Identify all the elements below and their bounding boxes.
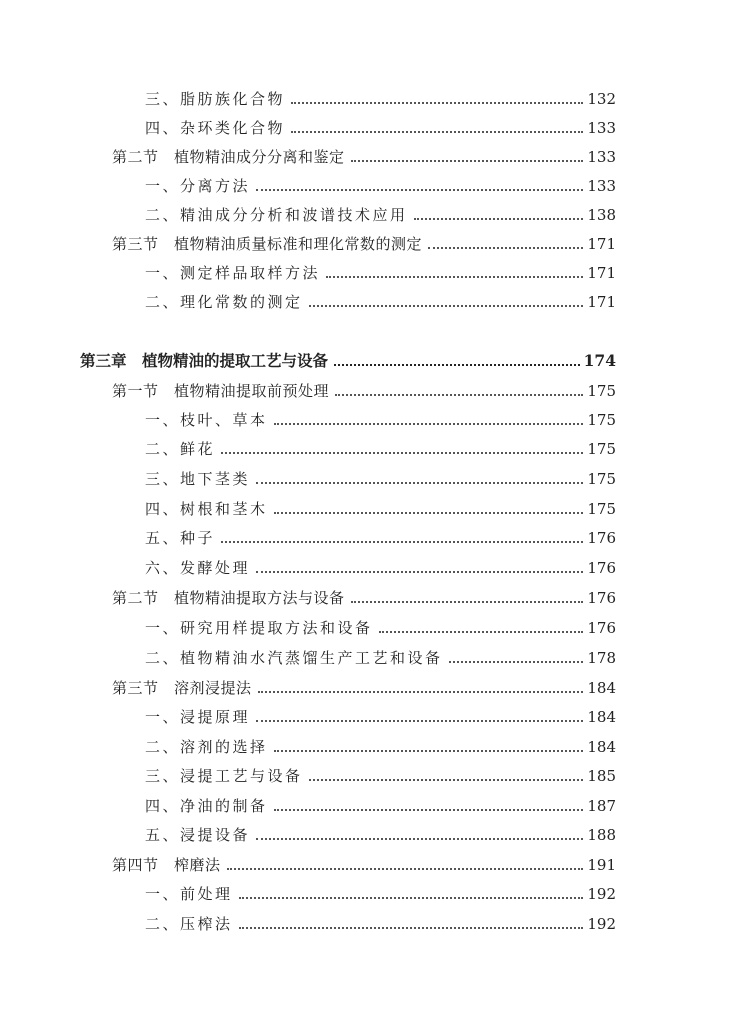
toc-subsection-entry — [0, 261, 616, 283]
dot-leader — [326, 276, 583, 278]
dot-leader — [351, 601, 584, 603]
dot-leader — [274, 809, 584, 811]
toc-entry-title: 第二节 植物精油提取方法与设备 — [112, 589, 345, 607]
toc-entry-title: 六、发酵处理 — [145, 559, 251, 577]
toc-section-entry — [0, 232, 616, 254]
dot-leader — [239, 897, 584, 899]
toc-section-entry — [0, 676, 616, 698]
toc-subsection-entry — [0, 174, 616, 196]
toc-subsection-entry — [0, 616, 616, 638]
toc-entry-title: 三、浸提工艺与设备 — [145, 767, 303, 785]
toc-page-number: 184 — [587, 738, 616, 756]
toc-page-number: 188 — [587, 826, 616, 844]
toc-subsection-entry — [0, 882, 616, 904]
dot-leader — [335, 394, 583, 396]
toc-page-number: 133 — [587, 177, 616, 195]
toc-entry-title: 二、理化常数的测定 — [145, 293, 303, 311]
dot-leader — [256, 571, 583, 573]
dot-leader — [428, 247, 583, 249]
toc-entry-title: 第三节 溶剂浸提法 — [112, 679, 252, 697]
toc-subsection-entry — [0, 497, 616, 519]
dot-leader — [227, 868, 584, 870]
toc-section-entry — [0, 586, 616, 608]
toc-subsection-entry — [0, 526, 616, 548]
toc-subsection-entry — [0, 764, 616, 786]
toc-entry-title: 二、植物精油水汽蒸馏生产工艺和设备 — [145, 649, 443, 667]
toc-subsection-entry — [0, 408, 616, 430]
dot-leader — [221, 452, 583, 454]
toc-entry-title: 四、净油的制备 — [145, 797, 268, 815]
dot-leader — [309, 305, 584, 307]
toc-page-number: 185 — [587, 767, 616, 785]
toc-page-number: 175 — [587, 440, 616, 458]
toc-page-number: 175 — [587, 382, 616, 400]
toc-entry-title: 一、研究用样提取方法和设备 — [145, 619, 373, 637]
toc-page-number: 171 — [587, 293, 616, 311]
toc-page-number: 175 — [587, 500, 616, 518]
toc-subsection-entry — [0, 290, 616, 312]
toc-page-number: 184 — [587, 679, 616, 697]
toc-entry-title: 四、杂环类化合物 — [145, 119, 286, 137]
dot-leader — [351, 160, 584, 162]
toc-section-entry — [0, 145, 616, 167]
toc-subsection-entry — [0, 794, 616, 816]
toc-entry-title: 二、精油成分分析和波谱技术应用 — [145, 206, 408, 224]
toc-page-number: 176 — [587, 619, 616, 637]
dot-leader — [256, 189, 583, 191]
toc-entry-title: 第四节 榨磨法 — [112, 856, 221, 874]
toc-subsection-entry — [0, 87, 616, 109]
toc-page-number: 171 — [587, 264, 616, 282]
dot-leader — [274, 750, 584, 752]
toc-page-number: 175 — [587, 470, 616, 488]
toc-page-number: 133 — [587, 148, 616, 166]
dot-leader — [334, 364, 580, 366]
toc-page-number: 133 — [587, 119, 616, 137]
toc-page-number: 171 — [587, 235, 616, 253]
dot-leader — [258, 691, 584, 693]
toc-page-number: 192 — [587, 915, 616, 933]
toc-entry-title: 一、枝叶、草本 — [145, 411, 268, 429]
toc-page-number: 192 — [587, 885, 616, 903]
toc-subsection-entry — [0, 646, 616, 668]
toc-section-entry — [0, 379, 616, 401]
toc-entry-title: 四、树根和茎木 — [145, 500, 268, 518]
dot-leader — [221, 541, 583, 543]
toc-entry-title: 三、脂肪族化合物 — [145, 90, 286, 108]
dot-leader — [379, 631, 584, 633]
dot-leader — [414, 218, 584, 220]
toc-page-number: 176 — [587, 559, 616, 577]
dot-leader — [449, 661, 584, 663]
dot-leader — [274, 512, 584, 514]
toc-page-number: 178 — [587, 649, 616, 667]
toc-entry-title: 五、种子 — [145, 529, 216, 547]
toc-chapter-entry — [0, 349, 616, 371]
toc-page-number: 184 — [587, 708, 616, 726]
toc-page-number: 175 — [587, 411, 616, 429]
toc-entry-title: 五、浸提设备 — [145, 826, 251, 844]
toc-page-number: 176 — [587, 529, 616, 547]
toc-subsection-entry — [0, 437, 616, 459]
toc-subsection-entry — [0, 467, 616, 489]
toc-entry-title: 第三章 植物精油的提取工艺与设备 — [80, 351, 329, 370]
dot-leader — [239, 927, 584, 929]
toc-subsection-entry — [0, 556, 616, 578]
toc-subsection-entry — [0, 735, 616, 757]
toc-page-number: 191 — [587, 856, 616, 874]
toc-entry-title: 二、溶剂的选择 — [145, 738, 268, 756]
dot-leader — [291, 102, 583, 104]
toc-page-number: 187 — [587, 797, 616, 815]
toc-subsection-entry — [0, 705, 616, 727]
toc-entry-title: 第二节 植物精油成分分离和鉴定 — [112, 148, 345, 166]
toc-entry-title: 一、浸提原理 — [145, 708, 251, 726]
toc-entry-title: 二、压榨法 — [145, 915, 233, 933]
toc-page-number: 176 — [587, 589, 616, 607]
toc-entry-title: 一、测定样品取样方法 — [145, 264, 321, 282]
dot-leader — [309, 779, 584, 781]
toc-section-entry — [0, 853, 616, 875]
toc-page-number: 174 — [583, 351, 616, 370]
dot-leader — [256, 482, 583, 484]
toc-subsection-entry — [0, 823, 616, 845]
toc-entry-title: 第三节 植物精油质量标准和理化常数的测定 — [112, 235, 423, 253]
toc-page-number: 132 — [587, 90, 616, 108]
dot-leader — [256, 720, 583, 722]
toc-subsection-entry — [0, 203, 616, 225]
toc-page-number: 138 — [587, 206, 616, 224]
toc-subsection-entry — [0, 116, 616, 138]
toc-entry-title: 二、鲜花 — [145, 440, 216, 458]
dot-leader — [256, 838, 583, 840]
toc-entry-title: 一、分离方法 — [145, 177, 251, 195]
toc-entry-title: 第一节 植物精油提取前预处理 — [112, 382, 330, 400]
dot-leader — [291, 131, 583, 133]
toc-entry-title: 一、前处理 — [145, 885, 233, 903]
dot-leader — [274, 423, 584, 425]
toc-entry-title: 三、地下茎类 — [145, 470, 251, 488]
toc-subsection-entry — [0, 912, 616, 934]
